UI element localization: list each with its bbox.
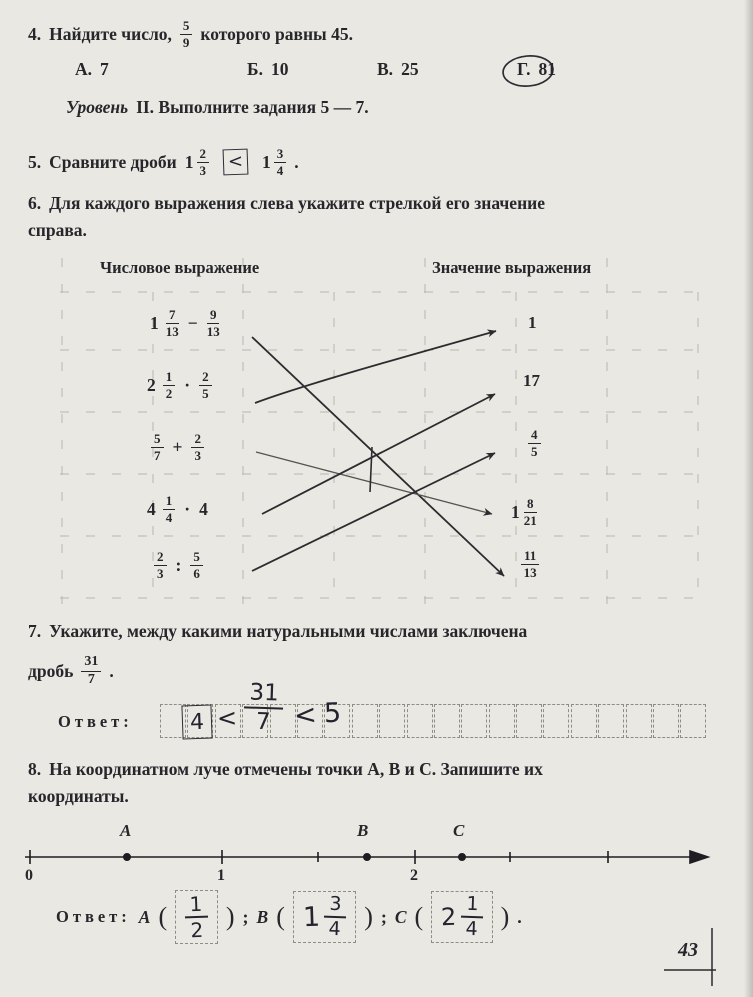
denominator: 4 (276, 162, 284, 178)
period: . (109, 660, 114, 681)
option-value: 7 (100, 59, 109, 79)
numerator: 3 (324, 894, 347, 918)
task-8-number: 8. (28, 759, 42, 779)
match-arrow-expr4-to-17 (262, 394, 495, 514)
point-dot-a (124, 854, 130, 860)
answer-cell (434, 704, 460, 738)
fraction-2-3 (197, 147, 210, 177)
task-8-text-line2: координаты. (28, 786, 129, 806)
whole-part: 1 (184, 151, 194, 172)
denominator: 4 (464, 917, 478, 941)
point-label-c: С (453, 821, 465, 840)
hand-fraction-3-4 (323, 894, 347, 939)
answer-box-b (293, 891, 356, 944)
hand-fraction-31-7 (243, 681, 284, 735)
mixed-number-left (185, 147, 209, 177)
fraction (199, 370, 212, 400)
operator: + (172, 436, 183, 457)
denominator: 3 (194, 447, 201, 463)
numerator: 4 (528, 428, 541, 444)
answer-point-a-label: А (138, 906, 151, 927)
fraction (524, 497, 537, 527)
match-arrow-expr3-to-1-8-21 (256, 452, 492, 514)
task-6-text-line1: Для каждого выражения слева укажите стрелкой его значение (49, 193, 546, 213)
column-header-right: Значение выражения (432, 258, 592, 277)
task-7-statement-line2 (28, 648, 114, 694)
expression-row-1 (150, 305, 220, 341)
hand-whole-2: 2 (440, 902, 457, 932)
semicolon: ; (380, 907, 387, 927)
close-paren: ) (500, 902, 510, 931)
option-a (75, 58, 109, 81)
value-text: 17 (523, 371, 540, 390)
point-label-a: А (120, 821, 132, 840)
hand-fraction-1-2 (184, 893, 208, 941)
denominator: 4 (328, 917, 342, 941)
period: . (294, 151, 299, 172)
whole-number: 1 (150, 312, 159, 333)
numerator: 1 (184, 893, 208, 918)
task-5-statement (28, 142, 299, 182)
denominator: 13 (165, 323, 179, 339)
answer-cell (680, 704, 706, 738)
whole-part: 1 (262, 151, 271, 172)
close-paren: ) (364, 902, 373, 931)
task-7-statement-line1 (28, 620, 527, 643)
task-8-text-line1: На координатном луче отмечены точки А, В и С. Запишите их (49, 759, 543, 779)
expression-row-3 (151, 429, 204, 465)
option-g-circled (517, 58, 556, 81)
answer-cell (379, 704, 405, 738)
page-number: 43 (678, 939, 698, 961)
whole-number: 2 (147, 374, 156, 395)
stray-pen-mark (370, 447, 372, 492)
whole-number: 4 (199, 498, 208, 519)
task-8-answer-line (56, 890, 522, 944)
fraction (166, 308, 179, 338)
numerator: 1 (163, 494, 176, 510)
point-dot-c (459, 854, 465, 860)
answer-box-a (175, 890, 218, 945)
option-key: В. (377, 59, 394, 79)
task-6-statement-line1 (28, 192, 545, 215)
task-5-text: Сравните дроби (49, 151, 177, 172)
denominator: 7 (87, 671, 95, 687)
numerator: 7 (166, 308, 179, 324)
hand-less-than-1: < (216, 703, 238, 733)
level-word: Уровень (66, 97, 129, 117)
numerator: 2 (191, 432, 204, 448)
denominator: 5 (531, 443, 538, 459)
match-arrow-expr1-to-11-13 (252, 337, 504, 576)
denominator: 3 (157, 565, 164, 581)
numerator: 5 (190, 550, 203, 566)
task-4-statement (28, 14, 353, 54)
task-8-statement-line1 (28, 758, 543, 781)
answer-cell (653, 704, 679, 738)
expression-row-2 (147, 367, 212, 403)
numerator: 2 (197, 147, 210, 163)
hand-digit-4: 4 (181, 704, 212, 739)
axis-label-0: 0 (25, 867, 33, 884)
column-header-left: Числовое выражение (100, 258, 260, 277)
matching-arrows (252, 331, 504, 576)
denominator: 21 (523, 512, 537, 528)
answer-cell (516, 704, 542, 738)
answer-point-c-label: С (394, 906, 407, 927)
operator: · (184, 374, 191, 395)
numerator: 1 (460, 894, 483, 918)
denominator: 2 (190, 917, 204, 943)
expression-row-5 (154, 547, 203, 583)
task-5-number: 5. (28, 151, 42, 172)
answer-cell (543, 704, 569, 738)
answer-cell (461, 704, 487, 738)
answer-box-c (431, 891, 492, 944)
fraction (190, 550, 203, 580)
denominator: 2 (165, 385, 173, 401)
denominator: 7 (255, 709, 271, 736)
numerator: 11 (521, 549, 539, 565)
answer-cell (407, 704, 433, 738)
numerator: 1 (163, 370, 176, 386)
task-7-number: 7. (28, 621, 42, 641)
task-6-statement-line2 (28, 219, 87, 242)
numerator: 31 (244, 681, 284, 710)
numerator: 2 (199, 370, 212, 386)
option-value: 25 (401, 59, 419, 79)
open-paren: ( (276, 902, 285, 931)
comparison-answer-box: < (223, 149, 249, 176)
denominator: 6 (193, 565, 200, 581)
hand-digit-5: 5 (323, 697, 342, 730)
mixed-number-right (262, 147, 286, 177)
value-text: 1 (528, 313, 537, 332)
fraction-3-4 (274, 147, 287, 177)
point-dot-b (364, 854, 370, 860)
fraction (207, 308, 220, 338)
denominator: 4 (165, 509, 173, 525)
number-line (25, 850, 708, 864)
answer-cell (489, 704, 515, 738)
open-paren: ( (414, 902, 424, 931)
answer-cell (598, 704, 624, 738)
value-4 (511, 494, 537, 530)
option-value: 81 (538, 59, 557, 79)
period: . (517, 907, 522, 927)
fraction (163, 494, 176, 524)
option-key: Г. (517, 59, 531, 79)
task-8-answer-label: Ответ: (56, 907, 131, 927)
operator: · (184, 498, 191, 519)
task-7-text-line2: дробь (28, 660, 74, 681)
numerator: 8 (524, 497, 537, 513)
task-4-text-after: которого равны 45. (200, 23, 353, 44)
operator: − (187, 312, 198, 333)
option-b (247, 58, 288, 81)
numerator: 3 (274, 147, 287, 163)
denominator: 7 (154, 447, 161, 463)
hand-fraction-1-4 (460, 894, 484, 939)
answer-point-b-label: В (256, 906, 269, 927)
task-4-options (75, 58, 695, 84)
hand-less-than-2: < (292, 699, 318, 732)
whole-number: 1 (511, 501, 520, 522)
task-7-text-line1: Укажите, между какими натуральными числами заключена (49, 621, 528, 641)
axis-label-1: 1 (217, 867, 225, 884)
fraction-31-7 (81, 655, 101, 687)
value-1 (528, 313, 537, 333)
open-paren: ( (158, 902, 168, 931)
task-8-statement-line2 (28, 785, 129, 808)
value-2 (523, 371, 540, 391)
hand-whole-1: 1 (302, 901, 321, 933)
option-key: А. (75, 59, 93, 79)
task-6-number: 6. (28, 193, 42, 213)
fraction (151, 432, 164, 462)
answer-cell (571, 704, 597, 738)
option-v (377, 58, 419, 81)
fraction (154, 550, 167, 580)
whole-number: 4 (147, 498, 156, 519)
point-label-b: В (357, 821, 369, 840)
task-6-text-line2: справа. (28, 220, 87, 240)
value-5 (521, 547, 539, 581)
answer-cell (352, 704, 378, 738)
task-4-number: 4. (28, 23, 42, 44)
value-3 (528, 426, 541, 460)
level-rest: II. Выполните задания 5 — 7. (136, 97, 369, 117)
fraction (191, 432, 204, 462)
level-heading (66, 96, 369, 119)
axis-label-2: 2 (410, 867, 418, 884)
match-arrow-expr5-to-4-5 (252, 453, 495, 571)
option-value: 10 (270, 59, 289, 79)
denominator: 13 (206, 323, 220, 339)
option-key: Б. (247, 59, 263, 79)
numerator: 5 (151, 432, 164, 448)
numerator: 31 (81, 655, 101, 672)
fraction (528, 428, 541, 458)
denominator: 13 (523, 564, 537, 580)
operator: : (175, 554, 182, 575)
denominator: 5 (202, 385, 209, 401)
task-7-answer-label: Ответ: (58, 712, 133, 731)
answer-cell (626, 704, 652, 738)
fraction (163, 370, 176, 400)
fraction-5-9 (180, 19, 193, 49)
axis-arrowhead (690, 851, 708, 863)
numerator: 9 (207, 308, 220, 324)
denominator: 3 (199, 162, 207, 178)
expression-row-4 (147, 491, 208, 527)
task-4-text-before: Найдите число, (49, 23, 172, 44)
fraction (521, 549, 539, 579)
numerator: 2 (154, 550, 167, 566)
numerator: 5 (180, 19, 193, 35)
denominator: 9 (182, 34, 190, 50)
semicolon: ; (242, 907, 249, 927)
match-arrow-expr2-to-1 (255, 331, 496, 403)
close-paren: ) (225, 902, 235, 931)
page-edge-shadow (744, 0, 753, 997)
